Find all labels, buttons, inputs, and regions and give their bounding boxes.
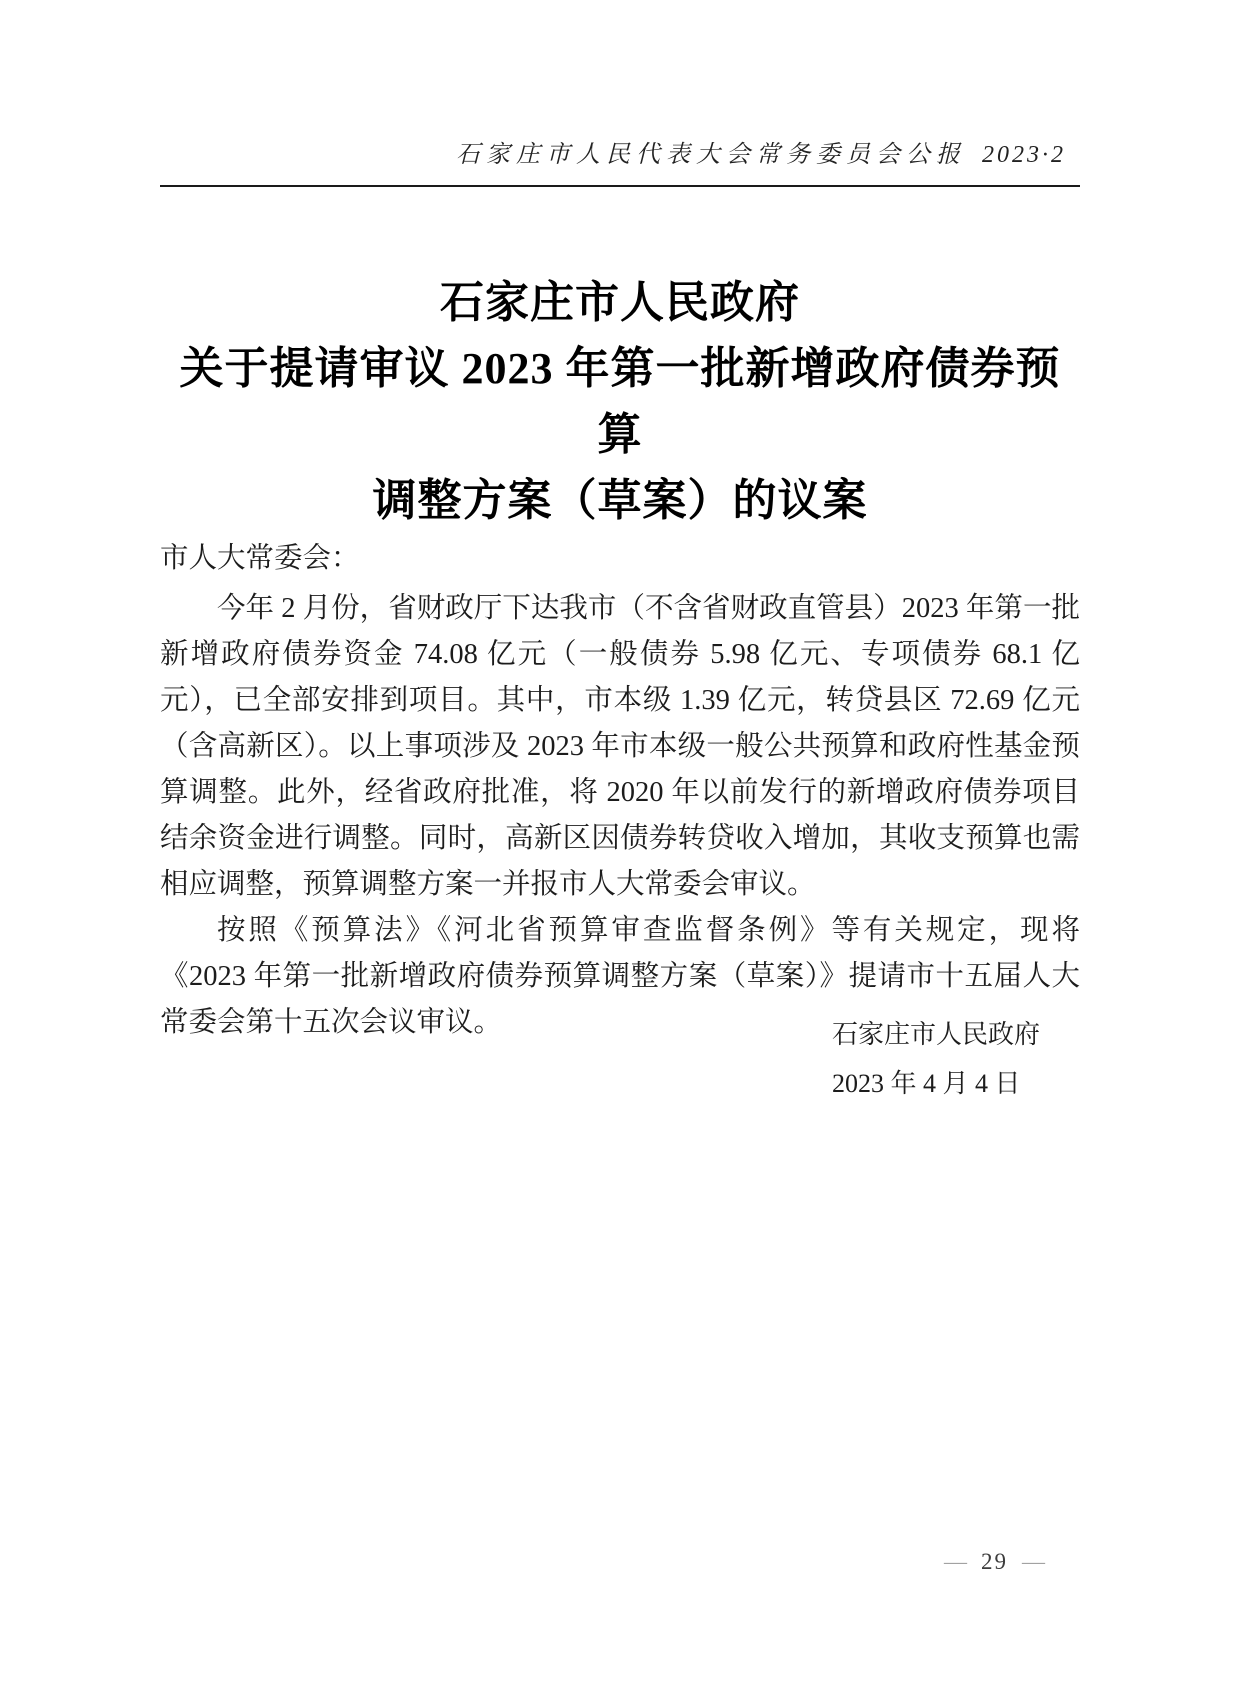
signature-org: 石家庄市人民政府 xyxy=(832,1020,1041,1049)
document-body xyxy=(160,536,1080,1046)
footer-dash-left: — xyxy=(944,1549,967,1574)
title-line-3: 调整方案（草案）的议案 xyxy=(372,476,868,525)
masthead-issue: 2023·2 xyxy=(982,142,1066,168)
title-line-1: 石家庄市人民政府 xyxy=(440,278,800,327)
paragraph-2: 按照《预算法》《河北省预算审查监督条例》等有关规定，现将《2023 年第一批新增政府债券预算调整方案（草案）》提请市十五届人大常委会第十五次会议审议。 xyxy=(160,915,1080,1038)
masthead xyxy=(160,134,1080,169)
paragraph-1: 今年 2 月份，省财政厅下达我市（不含省财政直管县）2023 年第一批新增政府债券资金 74.08 亿元（一般债券 5.98 亿元、专项债券 68.1 亿元），已全部安排到项目。其中，市本级 1.39 亿元，转贷县区 72.69 亿元（含高新区）。以上事项涉及 2023 年市本级一般公共预算和政府性基金预算调整。此外，经省政府批准，将 2020 年以前发行的新增政府债券项目结余资金进行调整。同时，高新区因债券转贷收入增加，其收支预算也需相应调整，预算调整方案一并报市人大常委会审议。 xyxy=(160,593,1080,900)
title-line-2: 关于提请审议 2023 年第一批新增政府债券预算 xyxy=(179,344,1061,459)
footer-dash-right: — xyxy=(1022,1549,1045,1574)
header-rule xyxy=(160,185,1080,187)
masthead-title: 石家庄市人民代表大会常务委员会公报 xyxy=(456,142,966,168)
signature-block xyxy=(832,1010,1040,1108)
document-title xyxy=(160,270,1080,534)
salutation: 市人大常委会： xyxy=(160,543,360,574)
signature-date: 2023 年 4 月 4 日 xyxy=(832,1069,1021,1098)
footer-page-number: 29 xyxy=(981,1549,1008,1574)
page-number xyxy=(944,1549,1045,1575)
